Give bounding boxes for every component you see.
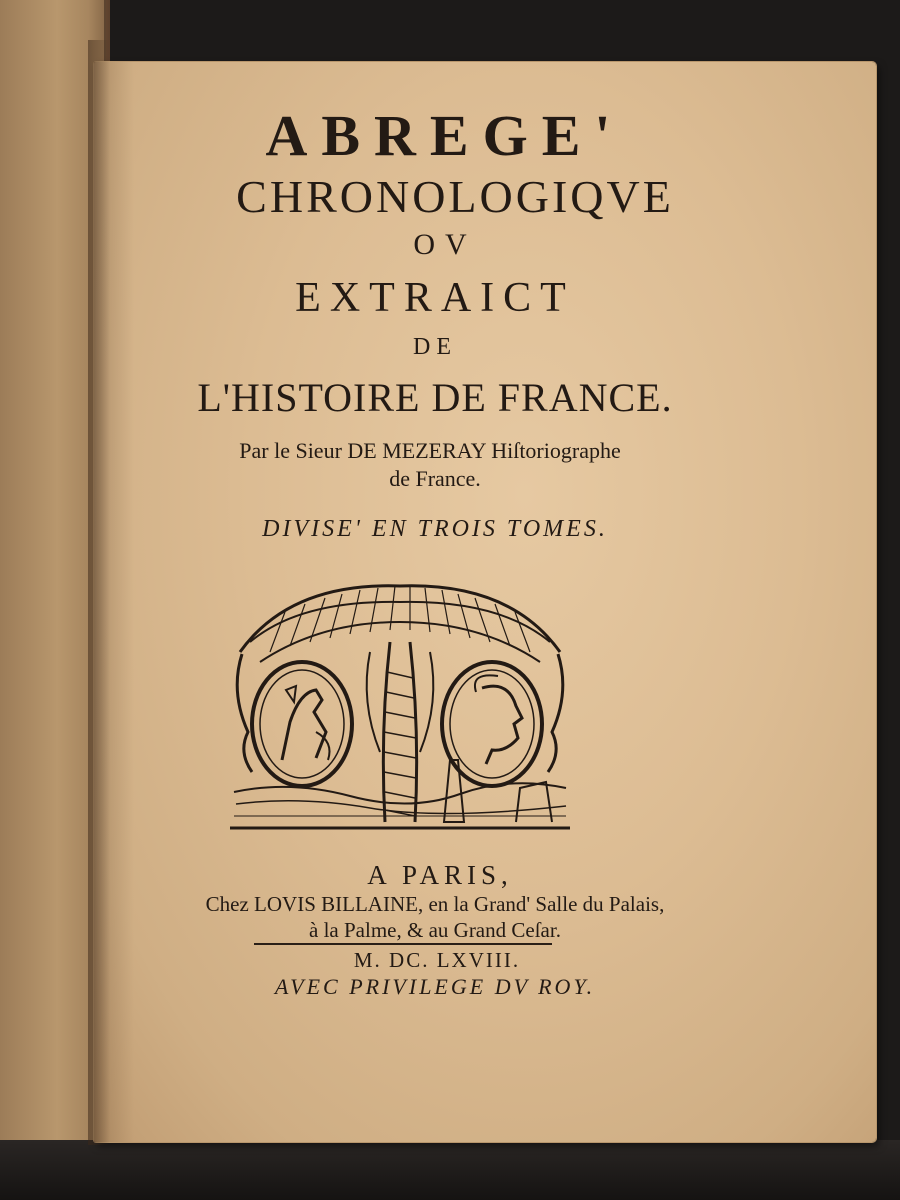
binding-gutter: [88, 40, 110, 1145]
title-line-abrege: ABREGE': [265, 103, 625, 168]
imprint-privilege: AVEC PRIVILEGE DV ROY.: [274, 974, 596, 999]
title-page: [94, 62, 876, 1142]
author-line-2: de France.: [389, 466, 481, 491]
palm-tree-woodcut-icon: [230, 582, 570, 834]
imprint-publisher-2: à la Palme, & au Grand Ceſar.: [309, 918, 561, 942]
title-line-chronologique: CHRONOLOGIQVE: [236, 171, 674, 222]
title-line-de: DE: [413, 334, 457, 360]
imprint-rule: [254, 943, 552, 945]
volumes-line: DIVISE' EN TROIS TOMES.: [262, 516, 608, 542]
title-line-extraict: EXTRAICT: [295, 275, 575, 321]
title-line-histoire: L'HISTOIRE DE FRANCE.: [197, 375, 673, 420]
imprint-publisher-1: Chez LOVIS BILLAINE, en la Grand' Salle du Palais,: [205, 892, 665, 916]
imprint-year: M. DC. LXVIII.: [353, 948, 521, 972]
table-background: [0, 1140, 900, 1200]
author-line-1: Par le Sieur DE MEZERAY Hiſtoriographe: [239, 438, 621, 463]
title-line-ou: OV: [413, 228, 477, 261]
imprint-city: A PARIS,: [367, 860, 513, 890]
